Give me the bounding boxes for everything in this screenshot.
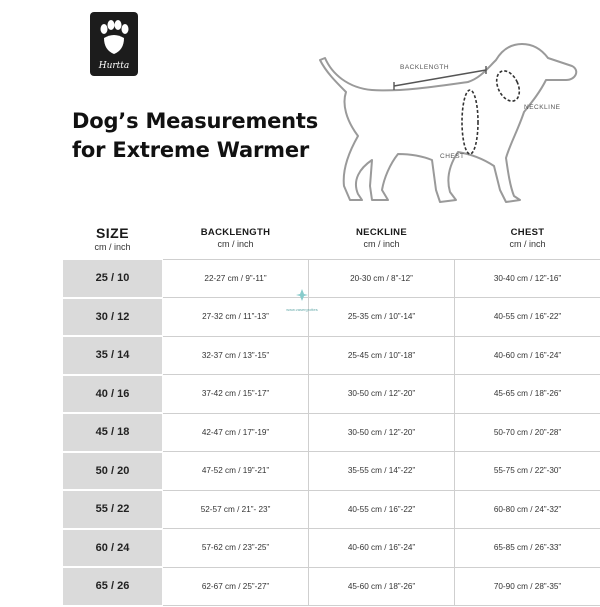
table-row (63, 452, 600, 491)
title-line-1: Dog’s Measurements (72, 107, 318, 136)
neckline-cell: 25-45 cm / 10”-18” (309, 336, 455, 375)
neckline-cell: 40-60 cm / 16”-24” (309, 529, 455, 568)
dog-silhouette (310, 40, 600, 210)
table-row (63, 298, 600, 337)
table-row (63, 490, 600, 529)
watermark-text: www.vasergrottes (285, 307, 319, 312)
header-size: SIZE cm / inch (63, 218, 163, 259)
backlength-cell: 22-27 cm / 9”-11” (163, 259, 309, 298)
backlength-cell: 52-57 cm / 21”- 23” (163, 490, 309, 529)
hurtta-logo (90, 12, 138, 76)
chest-cell: 70-90 cm / 28”-35” (455, 567, 600, 606)
chest-cell: 30-40 cm / 12”-16” (455, 259, 600, 298)
size-cell: 25 / 10 (63, 259, 163, 298)
chest-label: CHEST (440, 153, 465, 160)
table-row (63, 413, 600, 452)
chest-cell: 65-85 cm / 26”-33” (455, 529, 600, 568)
watermark (285, 288, 319, 312)
header-backlength: BACKLENGTH cm / inch (163, 218, 309, 259)
backlength-cell: 57-62 cm / 23”-25” (163, 529, 309, 568)
chest-cell: 55-75 cm / 22”-30” (455, 452, 600, 491)
dog-measurement-diagram (310, 40, 600, 215)
header-chest: CHEST cm / inch (455, 218, 600, 259)
header-neckline: NECKLINE cm / inch (309, 218, 455, 259)
size-cell: 60 / 24 (63, 529, 163, 568)
neckline-cell: 30-50 cm / 12”-20” (309, 413, 455, 452)
brand-name: Hurtta (90, 61, 138, 71)
table-row (63, 336, 600, 375)
table-row (63, 529, 600, 568)
table-row (63, 375, 600, 414)
backlength-cell: 47-52 cm / 19”-21” (163, 452, 309, 491)
title-line-2: for Extreme Warmer (72, 136, 318, 165)
neckline-cell: 30-50 cm / 12”-20” (309, 375, 455, 414)
backlength-cell: 37-42 cm / 15”-17” (163, 375, 309, 414)
size-cell: 35 / 14 (63, 336, 163, 375)
neckline-cell: 45-60 cm / 18”-26” (309, 567, 455, 606)
chest-cell: 60-80 cm / 24”-32” (455, 490, 600, 529)
chest-cell: 40-60 cm / 16”-24” (455, 336, 600, 375)
backlength-label: BACKLENGTH (400, 64, 449, 71)
backlength-cell: 27-32 cm / 11”-13” (163, 298, 309, 337)
neckline-label: NECKLINE (524, 104, 561, 111)
table-header-row (63, 218, 600, 259)
neckline-cell: 25-35 cm / 10”-14” (309, 298, 455, 337)
neckline-cell: 20-30 cm / 8”-12” (309, 259, 455, 298)
neckline-cell: 40-55 cm / 16”-22” (309, 490, 455, 529)
chest-cell: 40-55 cm / 16”-22” (455, 298, 600, 337)
backlength-cell: 62-67 cm / 25”-27” (163, 567, 309, 606)
neckline-cell: 35-55 cm / 14”-22” (309, 452, 455, 491)
backlength-cell: 32-37 cm / 13”-15” (163, 336, 309, 375)
size-cell: 40 / 16 (63, 375, 163, 414)
size-cell: 65 / 26 (63, 567, 163, 606)
size-cell: 50 / 20 (63, 452, 163, 491)
size-cell: 55 / 22 (63, 490, 163, 529)
size-table (62, 218, 600, 607)
chest-cell: 50-70 cm / 20”-28” (455, 413, 600, 452)
watermark-figure-icon (295, 288, 309, 302)
page-title (72, 107, 318, 165)
paw-icon (98, 20, 130, 56)
size-cell: 30 / 12 (63, 298, 163, 337)
table-row (63, 259, 600, 298)
chest-cell: 45-65 cm / 18”-26” (455, 375, 600, 414)
backlength-cell: 42-47 cm / 17”-19” (163, 413, 309, 452)
size-cell: 45 / 18 (63, 413, 163, 452)
